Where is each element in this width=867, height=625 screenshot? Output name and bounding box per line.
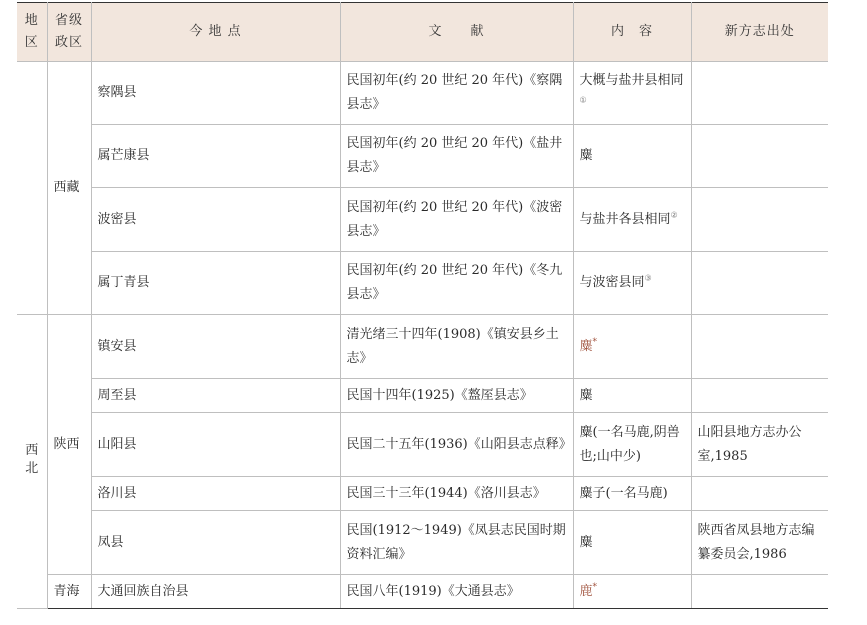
region-cell-empty: [17, 62, 47, 315]
content-text: 与盐井各县相同: [579, 211, 671, 227]
content-text: 麋: [579, 338, 593, 354]
header-place: 今 地 点: [91, 3, 340, 62]
content-text: 大概与盐井县相同: [579, 73, 684, 88]
content-cell: 麋子(一名马鹿): [573, 477, 691, 511]
content-cell: 麋(一名马鹿,阴兽也;山中少): [573, 413, 691, 477]
table-row: [17, 477, 828, 511]
footnote-mark: ①: [579, 95, 587, 105]
literature-cell: 民国(1912～1949)《凤县志民国时期资料汇编》: [340, 511, 573, 575]
literature-cell: 民国初年(约 20 世纪 20 年代)《波密县志》: [340, 188, 573, 252]
header-content: 内 容: [573, 3, 691, 62]
content-cell: [573, 188, 691, 252]
table-row: [17, 125, 828, 188]
new-gazetteer-cell: [691, 477, 828, 511]
literature-cell: 清光绪三十四年(1908)《镇安县乡土志》: [340, 315, 573, 379]
content-cell: 麋: [573, 379, 691, 413]
province-cell: 陕西: [47, 315, 91, 575]
region-cell: [17, 315, 47, 609]
table-row: [17, 575, 828, 609]
province-cell: 青海: [47, 575, 91, 609]
place-cell: 山阳县: [91, 413, 340, 477]
new-gazetteer-cell: [691, 188, 828, 252]
content-text: 与波密县同: [579, 275, 645, 290]
region-label: 西北: [25, 443, 39, 476]
table-row: [17, 379, 828, 413]
literature-cell: 民国初年(约 20 世纪 20 年代)《冬九县志》: [340, 252, 573, 315]
place-cell: 大通回族自治县: [91, 575, 340, 609]
table-row: [17, 62, 828, 125]
footnote-mark: *: [592, 582, 598, 593]
content-cell: 麋: [573, 125, 691, 188]
place-cell: 波密县: [91, 188, 340, 252]
place-cell: 洛川县: [91, 477, 340, 511]
table-row: [17, 511, 828, 575]
place-cell: 属芒康县: [91, 125, 340, 188]
new-gazetteer-cell: [691, 575, 828, 609]
place-cell: 镇安县: [91, 315, 340, 379]
content-cell: [573, 315, 691, 379]
literature-cell: 民国十四年(1925)《盩厔县志》: [340, 379, 573, 413]
gazetteer-table: [17, 2, 828, 609]
new-gazetteer-cell: [691, 125, 828, 188]
content-cell: [573, 575, 691, 609]
content-cell: [573, 252, 691, 315]
header-literature: 文 献: [340, 3, 573, 62]
new-gazetteer-cell: [691, 252, 828, 315]
header-province: 省级政区: [47, 3, 91, 62]
place-cell: 察隅县: [91, 62, 340, 125]
header-region: 地区: [17, 3, 47, 62]
new-gazetteer-cell: [691, 379, 828, 413]
content-cell: 麋: [573, 511, 691, 575]
header-row: [17, 3, 828, 62]
header-new-gazetteer: 新方志出处: [691, 3, 828, 62]
literature-cell: 民国二十五年(1936)《山阳县志点释》: [340, 413, 573, 477]
literature-cell: 民国八年(1919)《大通县志》: [340, 575, 573, 609]
literature-cell: 民国初年(约 20 世纪 20 年代)《盐井县志》: [340, 125, 573, 188]
table-row: [17, 252, 828, 315]
new-gazetteer-cell: [691, 315, 828, 379]
table-row: [17, 315, 828, 379]
table-row: [17, 413, 828, 477]
new-gazetteer-cell: 陕西省凤县地方志编纂委员会,1986: [691, 511, 828, 575]
footnote-mark: *: [592, 337, 598, 348]
literature-cell: 民国初年(约 20 世纪 20 年代)《察隅县志》: [340, 62, 573, 125]
literature-cell: 民国三十三年(1944)《洛川县志》: [340, 477, 573, 511]
footnote-mark: ②: [670, 210, 678, 220]
content-cell: [573, 62, 691, 125]
place-cell: 凤县: [91, 511, 340, 575]
place-cell: 周至县: [91, 379, 340, 413]
province-cell: 西藏: [47, 62, 91, 315]
content-text: 鹿: [579, 583, 593, 599]
table-row: [17, 188, 828, 252]
new-gazetteer-cell: 山阳县地方志办公室,1985: [691, 413, 828, 477]
place-cell: 属丁青县: [91, 252, 340, 315]
footnote-mark: ③: [644, 273, 652, 283]
new-gazetteer-cell: [691, 62, 828, 125]
